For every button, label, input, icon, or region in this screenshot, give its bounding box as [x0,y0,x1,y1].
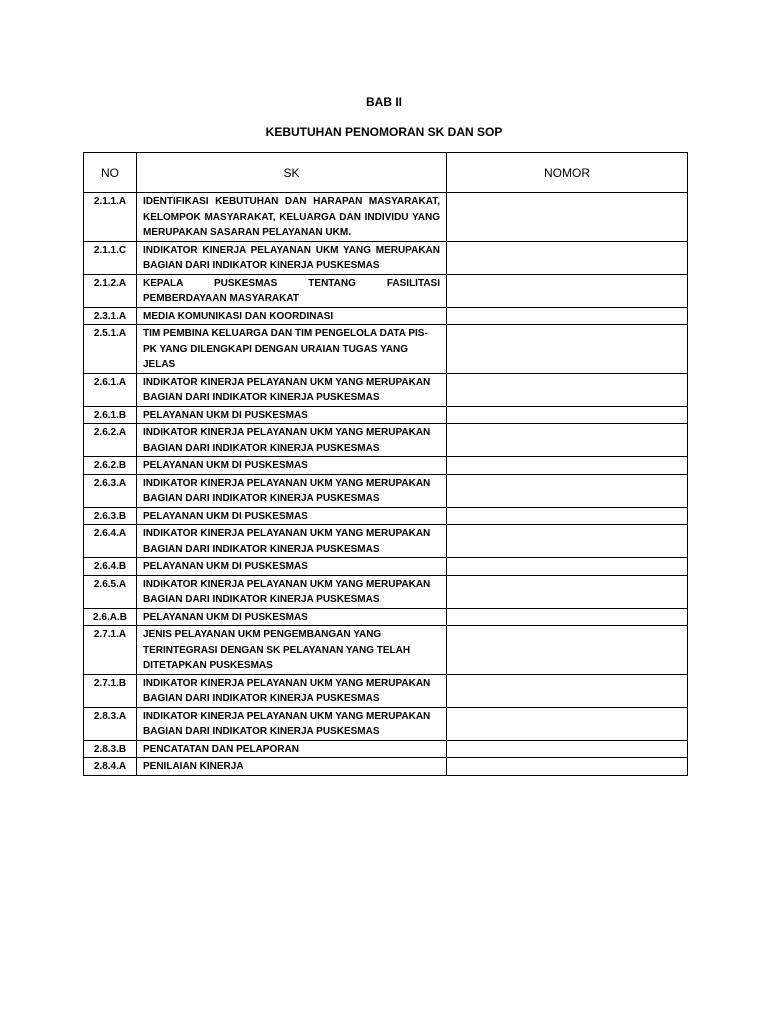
table-row [84,373,688,406]
table-row [84,674,688,707]
sk-numbering-table [83,152,688,776]
table-row [84,740,688,758]
row-nomor [447,740,688,758]
row-sk: INDIKATOR KINERJA PELAYANAN UKM YANG MERUPAKAN BAGIAN DARI INDIKATOR KINERJA PUSKESMAS [137,525,447,558]
row-number: 2.7.1.A [84,626,137,675]
table-row [84,707,688,740]
row-sk: PELAYANAN UKM DI PUSKESMAS [137,406,447,424]
row-number: 2.6.1.B [84,406,137,424]
row-sk: INDIKATOR KINERJA PELAYANAN UKM YANG MERUPAKAN BAGIAN DARI INDIKATOR KINERJA PUSKESMAS [137,373,447,406]
row-nomor [447,193,688,242]
row-number: 2.1.1.C [84,241,137,274]
row-nomor [447,457,688,475]
row-nomor [447,424,688,457]
row-number: 2.6.5.A [84,575,137,608]
row-sk: PELAYANAN UKM DI PUSKESMAS [137,608,447,626]
table-row [84,474,688,507]
row-nomor [447,608,688,626]
row-number: 2.1.1.A [84,193,137,242]
row-sk: MEDIA KOMUNIKASI DAN KOORDINASI [137,307,447,325]
table-row [84,406,688,424]
row-nomor [447,274,688,307]
chapter-title: BAB II [366,95,402,109]
row-sk: INDIKATOR KINERJA PELAYANAN UKM YANG MERUPAKAN BAGIAN DARI INDIKATOR KINERJA PUSKESMAS [137,424,447,457]
table-row [84,758,688,776]
header-sk: SK [137,153,447,193]
row-number: 2.3.1.A [84,307,137,325]
table-row [84,626,688,675]
row-number: 2.5.1.A [84,325,137,374]
row-nomor [447,474,688,507]
row-nomor [447,575,688,608]
row-sk: INDIKATOR KINERJA PELAYANAN UKM YANG MERUPAKAN BAGIAN DARI INDIKATOR KINERJA PUSKESMAS [137,575,447,608]
row-sk: INDIKATOR KINERJA PELAYANAN UKM YANG MERUPAKAN BAGIAN DARI INDIKATOR KINERJA PUSKESMAS [137,474,447,507]
row-number: 2.8.3.A [84,707,137,740]
row-nomor [447,558,688,576]
row-sk: PELAYANAN UKM DI PUSKESMAS [137,457,447,475]
row-sk: INDIKATOR KINERJA PELAYANAN UKM YANG MERUPAKAN BAGIAN DARI INDIKATOR KINERJA PUSKESMAS [137,707,447,740]
table-row [84,307,688,325]
row-nomor [447,241,688,274]
table-row [84,608,688,626]
document-subtitle: KEBUTUHAN PENOMORAN SK DAN SOP [265,125,503,139]
table-row [84,507,688,525]
row-nomor [447,525,688,558]
table-row [84,274,688,307]
header-nomor: NOMOR [447,153,688,193]
row-number: 2.6.1.A [84,373,137,406]
row-sk: PELAYANAN UKM DI PUSKESMAS [137,558,447,576]
table-row [84,457,688,475]
row-number: 2.8.4.A [84,758,137,776]
table-header-row [84,153,688,193]
row-number: 2.6.A.B [84,608,137,626]
row-sk: IDENTIFIKASI KEBUTUHAN DAN HARAPAN MASYARAKAT, KELOMPOK MASYARAKAT, KELUARGA DAN INDIVIDU YANG MERUPAKAN SASARAN PELAYANAN UKM. [137,193,447,242]
row-sk: KEPALA PUSKESMAS TENTANG FASILITASI PEMBERDAYAAN MASYARAKAT [137,274,447,307]
row-sk: INDIKATOR KINERJA PELAYANAN UKM YANG MERUPAKAN BAGIAN DARI INDIKATOR KINERJA PUSKESMAS [137,241,447,274]
row-number: 2.8.3.B [84,740,137,758]
row-nomor [447,758,688,776]
row-nomor [447,674,688,707]
row-nomor [447,406,688,424]
row-number: 2.6.4.A [84,525,137,558]
table-row [84,575,688,608]
row-sk: INDIKATOR KINERJA PELAYANAN UKM YANG MERUPAKAN BAGIAN DARI INDIKATOR KINERJA PUSKESMAS [137,674,447,707]
row-number: 2.7.1.B [84,674,137,707]
row-sk: PELAYANAN UKM DI PUSKESMAS [137,507,447,525]
table-row [84,325,688,374]
row-nomor [447,307,688,325]
table-row [84,424,688,457]
table-body [84,193,688,776]
row-sk: PENILAIAN KINERJA [137,758,447,776]
row-number: 2.6.3.B [84,507,137,525]
row-nomor [447,707,688,740]
row-sk: JENIS PELAYANAN UKM PENGEMBANGAN YANG TERINTEGRASI DENGAN SK PELAYANAN YANG TELAH DITETAPKAN PUSKESMAS [137,626,447,675]
table-row [84,558,688,576]
table-row [84,525,688,558]
table-row [84,241,688,274]
row-number: 2.6.2.A [84,424,137,457]
row-nomor [447,507,688,525]
row-sk: TIM PEMBINA KELUARGA DAN TIM PENGELOLA DATA PIS-PK YANG DILENGKAPI DENGAN URAIAN TUGAS YANG JELAS [137,325,447,374]
row-number: 2.6.3.A [84,474,137,507]
row-nomor [447,626,688,675]
table-row [84,193,688,242]
row-number: 2.6.4.B [84,558,137,576]
row-number: 2.6.2.B [84,457,137,475]
row-nomor [447,325,688,374]
row-sk: PENCATATAN DAN PELAPORAN [137,740,447,758]
header-no: NO [84,153,137,193]
row-number: 2.1.2.A [84,274,137,307]
row-nomor [447,373,688,406]
